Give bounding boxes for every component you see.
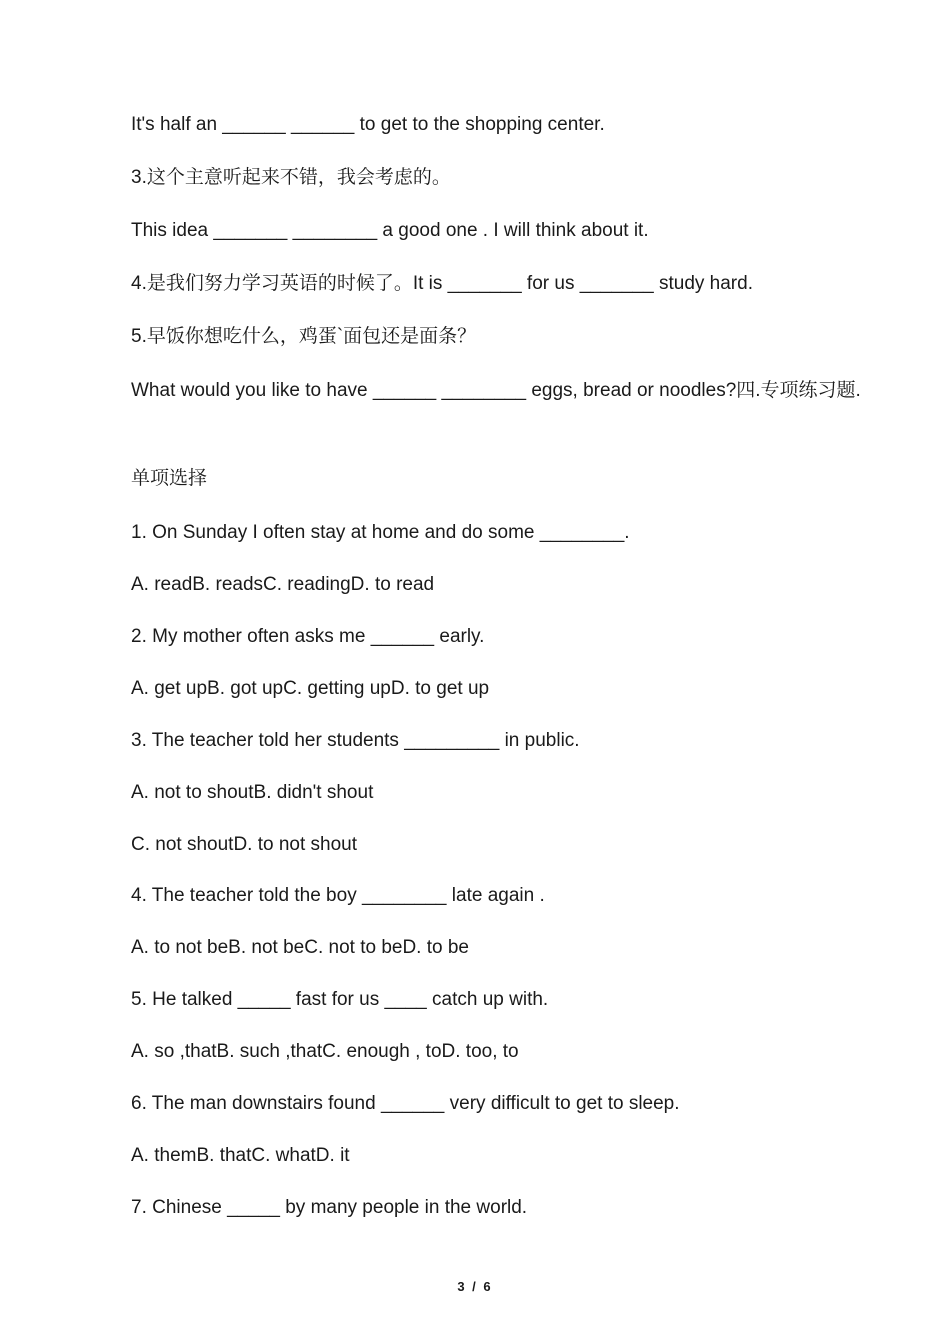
- text-line: 4.是我们努力学习英语的时候了。It is _______ for us _______ study hard.: [131, 273, 753, 294]
- text-line: This idea _______ ________ a good one . I will think about it.: [131, 220, 649, 241]
- page-number: 3 / 6: [457, 1279, 493, 1294]
- question: 6. The man downstairs found ______ very difficult to get to sleep.: [131, 1093, 680, 1114]
- answer-options: A. readB. readsC. readingD. to read: [131, 574, 435, 595]
- answer-options: A. themB. thatC. whatD. it: [131, 1145, 350, 1166]
- answer-options: A. so ,thatB. such ,thatC. enough , toD. too, to: [131, 1041, 519, 1062]
- text-line: 3.这个主意听起来不错，我会考虑的。: [131, 167, 451, 188]
- text-line: 5.早饭你想吃什么，鸡蛋`面包还是面条？: [131, 326, 477, 347]
- question: 7. Chinese _____ by many people in the world.: [131, 1197, 528, 1218]
- question: 3. The teacher told her students _________ in public.: [131, 730, 580, 751]
- answer-options: A. get upB. got upC. getting upD. to get up: [131, 678, 490, 699]
- answer-options: C. not shoutD. to not shout: [131, 834, 358, 855]
- question: 1. On Sunday I often stay at home and do some ________.: [131, 522, 630, 543]
- question: 5. He talked _____ fast for us ____ catch up with.: [131, 989, 549, 1010]
- section-heading: 单项选择: [131, 468, 208, 489]
- answer-options: A. not to shoutB. didn't shout: [131, 782, 374, 803]
- text-line: What would you like to have ______ ________ eggs, bread or noodles?四.专项练习题.: [131, 380, 861, 401]
- answer-options: A. to not beB. not beC. not to beD. to be: [131, 937, 470, 958]
- question: 2. My mother often asks me ______ early.: [131, 626, 485, 647]
- question: 4. The teacher told the boy ________ late again .: [131, 885, 545, 906]
- text-line: It's half an ______ ______ to get to the shopping center.: [131, 114, 605, 135]
